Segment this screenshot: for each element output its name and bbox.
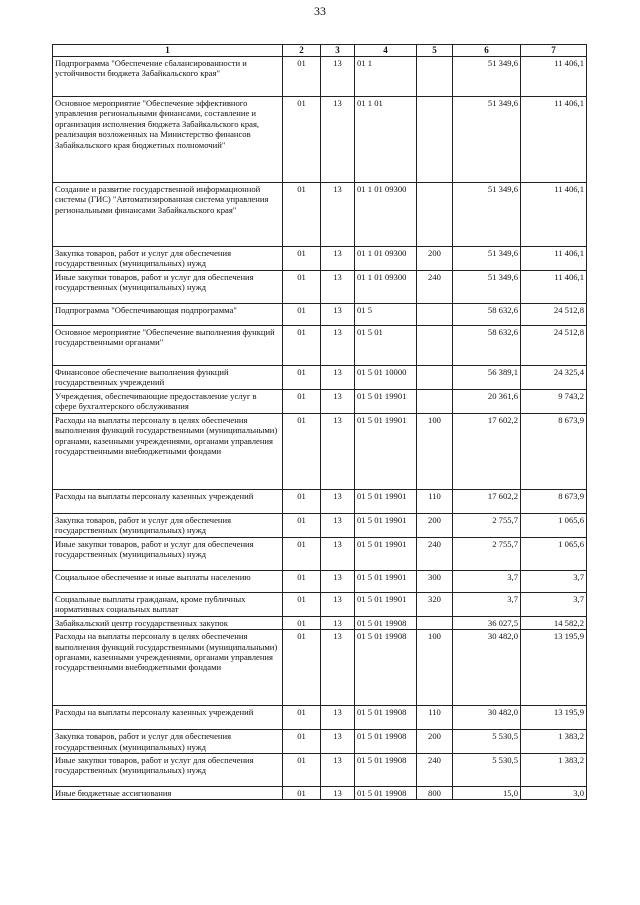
- expense-type-cell: 110: [417, 706, 453, 730]
- amount-col6-cell: 51 349,6: [453, 247, 521, 271]
- table-row: [53, 57, 587, 97]
- table-row: [53, 754, 587, 787]
- target-article-cell: 01 1 01 09300: [355, 247, 417, 271]
- amount-col6-cell: 2 755,7: [453, 537, 521, 570]
- target-article-cell: 01 5 01 19908: [355, 630, 417, 706]
- expense-type-cell: [417, 303, 453, 325]
- page-number: 33: [314, 4, 326, 18]
- target-article-cell: 01 5 01 19901: [355, 537, 417, 570]
- target-article-cell: 01 5 01 19901: [355, 489, 417, 513]
- column-header: 7: [521, 45, 587, 57]
- row-name-cell: Подпрограмма "Обеспечивающая подпрограмма": [53, 303, 283, 325]
- row-name-cell: Расходы на выплаты персоналу казенных учреждений: [53, 706, 283, 730]
- table-header-row: [53, 45, 587, 57]
- section-code-cell: 01: [283, 730, 321, 754]
- amount-col7-cell: 8 673,9: [521, 489, 587, 513]
- amount-col6-cell: 20 361,6: [453, 389, 521, 413]
- amount-col7-cell: 11 406,1: [521, 247, 587, 271]
- amount-col7-cell: 1 383,2: [521, 730, 587, 754]
- row-name-cell: Финансовое обеспечение выполнения функций государственных учреждений: [53, 365, 283, 389]
- table-row: [53, 325, 587, 365]
- column-header: 2: [283, 45, 321, 57]
- row-name-cell: Забайкальский центр государственных закупок: [53, 616, 283, 629]
- amount-col7-cell: 14 582,2: [521, 616, 587, 629]
- subsection-code-cell: 13: [321, 592, 355, 616]
- section-code-cell: 01: [283, 389, 321, 413]
- row-name-cell: Расходы на выплаты персоналу в целях обеспечения выполнения функций государственными (муниципальными) органами, казенными учреждениями, органами управления государственными внебюджетными фондами: [53, 630, 283, 706]
- amount-col6-cell: 58 632,6: [453, 325, 521, 365]
- amount-col6-cell: 3,7: [453, 592, 521, 616]
- target-article-cell: 01 5 01 19901: [355, 513, 417, 537]
- table-row: [53, 570, 587, 592]
- expense-type-cell: 800: [417, 787, 453, 800]
- subsection-code-cell: 13: [321, 730, 355, 754]
- subsection-code-cell: 13: [321, 570, 355, 592]
- amount-col7-cell: 1 065,6: [521, 513, 587, 537]
- subsection-code-cell: 13: [321, 754, 355, 787]
- amount-col7-cell: 3,0: [521, 787, 587, 800]
- expense-type-cell: [417, 365, 453, 389]
- subsection-code-cell: 13: [321, 706, 355, 730]
- subsection-code-cell: 13: [321, 97, 355, 183]
- amount-col7-cell: 3,7: [521, 570, 587, 592]
- amount-col6-cell: 3,7: [453, 570, 521, 592]
- amount-col6-cell: 17 602,2: [453, 413, 521, 489]
- section-code-cell: 01: [283, 630, 321, 706]
- subsection-code-cell: 13: [321, 630, 355, 706]
- amount-col7-cell: 24 325,4: [521, 365, 587, 389]
- amount-col7-cell: 8 673,9: [521, 413, 587, 489]
- row-name-cell: Расходы на выплаты персоналу в целях обеспечения выполнения функций государственными (муниципальными) органами, казенными учреждениями, органами управления государственными внебюджетными фондами: [53, 413, 283, 489]
- row-name-cell: Расходы на выплаты персоналу казенных учреждений: [53, 489, 283, 513]
- subsection-code-cell: 13: [321, 537, 355, 570]
- subsection-code-cell: 13: [321, 57, 355, 97]
- expense-type-cell: 200: [417, 247, 453, 271]
- table-row: [53, 730, 587, 754]
- target-article-cell: 01 5 01 19908: [355, 616, 417, 629]
- expense-type-cell: 200: [417, 513, 453, 537]
- table-row: [53, 365, 587, 389]
- expense-type-cell: [417, 97, 453, 183]
- amount-col6-cell: 30 482,0: [453, 706, 521, 730]
- expense-type-cell: 300: [417, 570, 453, 592]
- target-article-cell: 01 5 01 19908: [355, 706, 417, 730]
- subsection-code-cell: 13: [321, 489, 355, 513]
- table-row: [53, 513, 587, 537]
- amount-col7-cell: 1 383,2: [521, 754, 587, 787]
- table-row: [53, 706, 587, 730]
- expense-type-cell: [417, 325, 453, 365]
- column-header: 6: [453, 45, 521, 57]
- amount-col7-cell: 11 406,1: [521, 57, 587, 97]
- target-article-cell: 01 5 01 10000: [355, 365, 417, 389]
- expense-type-cell: 100: [417, 413, 453, 489]
- amount-col6-cell: 2 755,7: [453, 513, 521, 537]
- section-code-cell: 01: [283, 413, 321, 489]
- amount-col7-cell: 13 195,9: [521, 630, 587, 706]
- amount-col6-cell: 51 349,6: [453, 97, 521, 183]
- table-row: [53, 592, 587, 616]
- row-name-cell: Основное мероприятие "Обеспечение эффективного управления региональными финансами, составление и организация исполнения бюджета Забайкальского края, реализация возложенных на Министерство финансов Забайкальского края бюджетных полномочий": [53, 97, 283, 183]
- amount-col6-cell: 5 530,5: [453, 754, 521, 787]
- table-row: [53, 787, 587, 800]
- section-code-cell: 01: [283, 57, 321, 97]
- column-header: 4: [355, 45, 417, 57]
- column-header: 3: [321, 45, 355, 57]
- expense-type-cell: 320: [417, 592, 453, 616]
- section-code-cell: 01: [283, 513, 321, 537]
- row-name-cell: Закупка товаров, работ и услуг для обеспечения государственных (муниципальных) нужд: [53, 513, 283, 537]
- amount-col7-cell: 13 195,9: [521, 706, 587, 730]
- amount-col6-cell: 5 530,5: [453, 730, 521, 754]
- table-body: [53, 57, 587, 800]
- target-article-cell: 01 5 01 19908: [355, 787, 417, 800]
- section-code-cell: 01: [283, 97, 321, 183]
- expense-type-cell: 200: [417, 730, 453, 754]
- subsection-code-cell: 13: [321, 616, 355, 629]
- section-code-cell: 01: [283, 489, 321, 513]
- row-name-cell: Подпрограмма "Обеспечение сбалансированности и устойчивости бюджета Забайкальского края": [53, 57, 283, 97]
- section-code-cell: 01: [283, 616, 321, 629]
- section-code-cell: 01: [283, 754, 321, 787]
- target-article-cell: 01 5 01 19901: [355, 592, 417, 616]
- subsection-code-cell: 13: [321, 183, 355, 247]
- table-row: [53, 247, 587, 271]
- amount-col7-cell: 1 065,6: [521, 537, 587, 570]
- target-article-cell: 01 1: [355, 57, 417, 97]
- target-article-cell: 01 5 01: [355, 325, 417, 365]
- amount-col6-cell: 51 349,6: [453, 183, 521, 247]
- target-article-cell: 01 5: [355, 303, 417, 325]
- table-row: [53, 537, 587, 570]
- table-row: [53, 270, 587, 303]
- table-row: [53, 630, 587, 706]
- expense-type-cell: 240: [417, 537, 453, 570]
- target-article-cell: 01 1 01: [355, 97, 417, 183]
- row-name-cell: Иные закупки товаров, работ и услуг для обеспечения государственных (муниципальных) нужд: [53, 270, 283, 303]
- section-code-cell: 01: [283, 247, 321, 271]
- subsection-code-cell: 13: [321, 303, 355, 325]
- amount-col7-cell: 3,7: [521, 592, 587, 616]
- row-name-cell: Иные закупки товаров, работ и услуг для обеспечения государственных (муниципальных) нужд: [53, 754, 283, 787]
- target-article-cell: 01 5 01 19908: [355, 754, 417, 787]
- subsection-code-cell: 13: [321, 513, 355, 537]
- row-name-cell: Создание и развитие государственной информационной системы (ГИС) "Автоматизированная система управления региональными финансами Забайкальского края": [53, 183, 283, 247]
- amount-col6-cell: 15,0: [453, 787, 521, 800]
- subsection-code-cell: 13: [321, 787, 355, 800]
- column-header: 5: [417, 45, 453, 57]
- row-name-cell: Основное мероприятие "Обеспечение выполнения функций государственными органами": [53, 325, 283, 365]
- table-row: [53, 389, 587, 413]
- table-row: [53, 303, 587, 325]
- expense-type-cell: [417, 616, 453, 629]
- amount-col7-cell: 24 512,8: [521, 303, 587, 325]
- section-code-cell: 01: [283, 570, 321, 592]
- amount-col7-cell: 24 512,8: [521, 325, 587, 365]
- section-code-cell: 01: [283, 787, 321, 800]
- expense-type-cell: [417, 57, 453, 97]
- table-row: [53, 489, 587, 513]
- row-name-cell: Закупка товаров, работ и услуг для обеспечения государственных (муниципальных) нужд: [53, 247, 283, 271]
- column-header: 1: [53, 45, 283, 57]
- subsection-code-cell: 13: [321, 413, 355, 489]
- section-code-cell: 01: [283, 592, 321, 616]
- section-code-cell: 01: [283, 303, 321, 325]
- row-name-cell: Социальное обеспечение и иные выплаты населению: [53, 570, 283, 592]
- target-article-cell: 01 5 01 19901: [355, 413, 417, 489]
- budget-table: [52, 44, 587, 800]
- amount-col6-cell: 56 389,1: [453, 365, 521, 389]
- amount-col7-cell: 11 406,1: [521, 97, 587, 183]
- amount-col7-cell: 9 743,2: [521, 389, 587, 413]
- row-name-cell: Закупка товаров, работ и услуг для обеспечения государственных (муниципальных) нужд: [53, 730, 283, 754]
- expense-type-cell: 100: [417, 630, 453, 706]
- subsection-code-cell: 13: [321, 389, 355, 413]
- amount-col6-cell: 17 602,2: [453, 489, 521, 513]
- expense-type-cell: 240: [417, 754, 453, 787]
- amount-col7-cell: 11 406,1: [521, 270, 587, 303]
- target-article-cell: 01 1 01 09300: [355, 183, 417, 247]
- target-article-cell: 01 5 01 19901: [355, 570, 417, 592]
- subsection-code-cell: 13: [321, 365, 355, 389]
- amount-col6-cell: 51 349,6: [453, 57, 521, 97]
- amount-col7-cell: 11 406,1: [521, 183, 587, 247]
- subsection-code-cell: 13: [321, 247, 355, 271]
- section-code-cell: 01: [283, 270, 321, 303]
- row-name-cell: Учреждения, обеспечивающие предоставление услуг в сфере бухгалтерского обслуживания: [53, 389, 283, 413]
- amount-col6-cell: 36 027,5: [453, 616, 521, 629]
- expense-type-cell: [417, 183, 453, 247]
- row-name-cell: Иные закупки товаров, работ и услуг для обеспечения государственных (муниципальных) нужд: [53, 537, 283, 570]
- section-code-cell: 01: [283, 365, 321, 389]
- section-code-cell: 01: [283, 183, 321, 247]
- section-code-cell: 01: [283, 537, 321, 570]
- amount-col6-cell: 51 349,6: [453, 270, 521, 303]
- section-code-cell: 01: [283, 706, 321, 730]
- target-article-cell: 01 5 01 19908: [355, 730, 417, 754]
- subsection-code-cell: 13: [321, 325, 355, 365]
- amount-col6-cell: 58 632,6: [453, 303, 521, 325]
- expense-type-cell: 240: [417, 270, 453, 303]
- expense-type-cell: 110: [417, 489, 453, 513]
- section-code-cell: 01: [283, 325, 321, 365]
- amount-col6-cell: 30 482,0: [453, 630, 521, 706]
- target-article-cell: 01 5 01 19901: [355, 389, 417, 413]
- row-name-cell: Иные бюджетные ассигнования: [53, 787, 283, 800]
- target-article-cell: 01 1 01 09300: [355, 270, 417, 303]
- subsection-code-cell: 13: [321, 270, 355, 303]
- row-name-cell: Социальные выплаты гражданам, кроме публичных нормативных социальных выплат: [53, 592, 283, 616]
- table-row: [53, 616, 587, 629]
- table-row: [53, 413, 587, 489]
- expense-type-cell: [417, 389, 453, 413]
- table-row: [53, 97, 587, 183]
- table-row: [53, 183, 587, 247]
